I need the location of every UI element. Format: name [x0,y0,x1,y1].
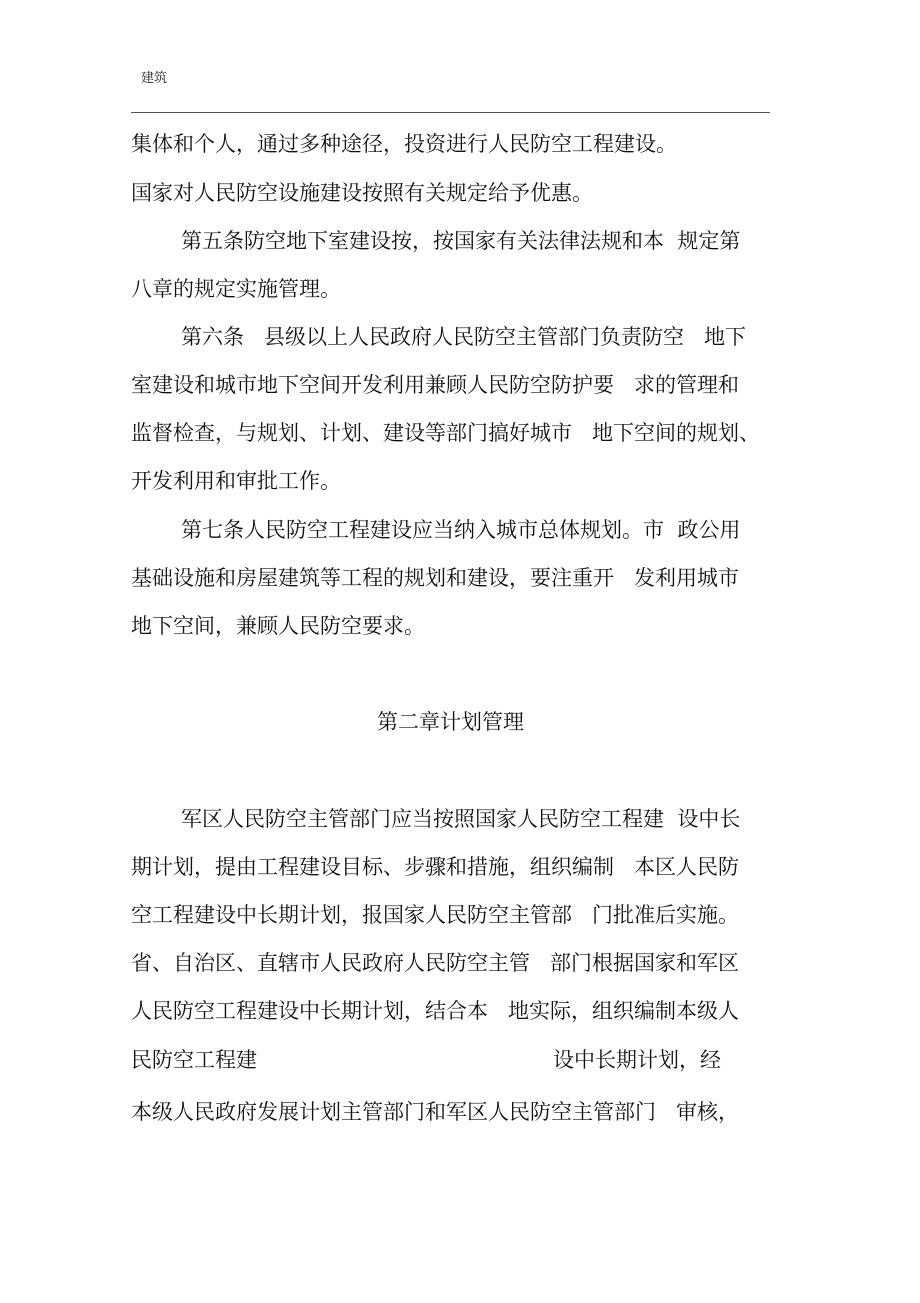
text-line: 人民防空工程建设中长期计划，结合本 地实际，组织编制本级人 [131,999,740,1023]
header-label: 建筑 [141,71,168,86]
text-line-part-a: 民防空工程建 [131,1048,257,1072]
text-line: 开发利用和审批工作。 [131,469,341,493]
text-line: 八章的规定实施管理。 [131,277,341,301]
header-divider [131,112,770,113]
text-line: 集体和个人，通过多种途径，投资进行人民防空工程建设。 [131,132,677,156]
text-line: 空工程建设中长期计划，报国家人民防空主管部 门批准后实施。 [131,903,740,927]
text-line: 本级人民政府发展计划主管部门和军区人民防空主管部门 审核， [131,1100,740,1124]
paragraph-line: 军区人民防空主管部门应当按照国家人民防空工程建 设中长 [181,807,741,831]
text-line-part-b: 设中长期计划，经 [553,1048,721,1072]
text-line: 地下空间，兼顾人民防空要求。 [131,614,425,638]
article-7-line: 第七条人民防空工程建设应当纳入城市总体规划。市 政公用 [181,518,741,542]
text-line: 期计划，提由工程建设目标、步骤和措施，组织编制 本区人民防 [131,855,740,879]
text-line: 省、自治区、直辖市人民政府人民防空主管 部门根据国家和军区 [131,951,740,975]
text-line: 国家对人民防空设施建设按照有关规定给予优惠。 [131,181,593,205]
text-line: 监督检查，与规划、计划、建设等部门搞好城市 地下空间的规划、 [131,421,761,445]
chapter-title: 第二章计划管理 [377,710,524,734]
article-6-line: 第六条 县级以上人民政府人民防空主管部门负责防空 地下 [181,325,747,349]
text-line: 基础设施和房屋建筑等工程的规划和建设，要注重开 发利用城市 [131,566,740,590]
text-line: 室建设和城市地下空间开发利用兼顾人民防空防护要 求的管理和 [131,373,740,397]
article-5-line: 第五条防空地下室建设按，按国家有关法律法规和本 规定第 [181,229,741,253]
